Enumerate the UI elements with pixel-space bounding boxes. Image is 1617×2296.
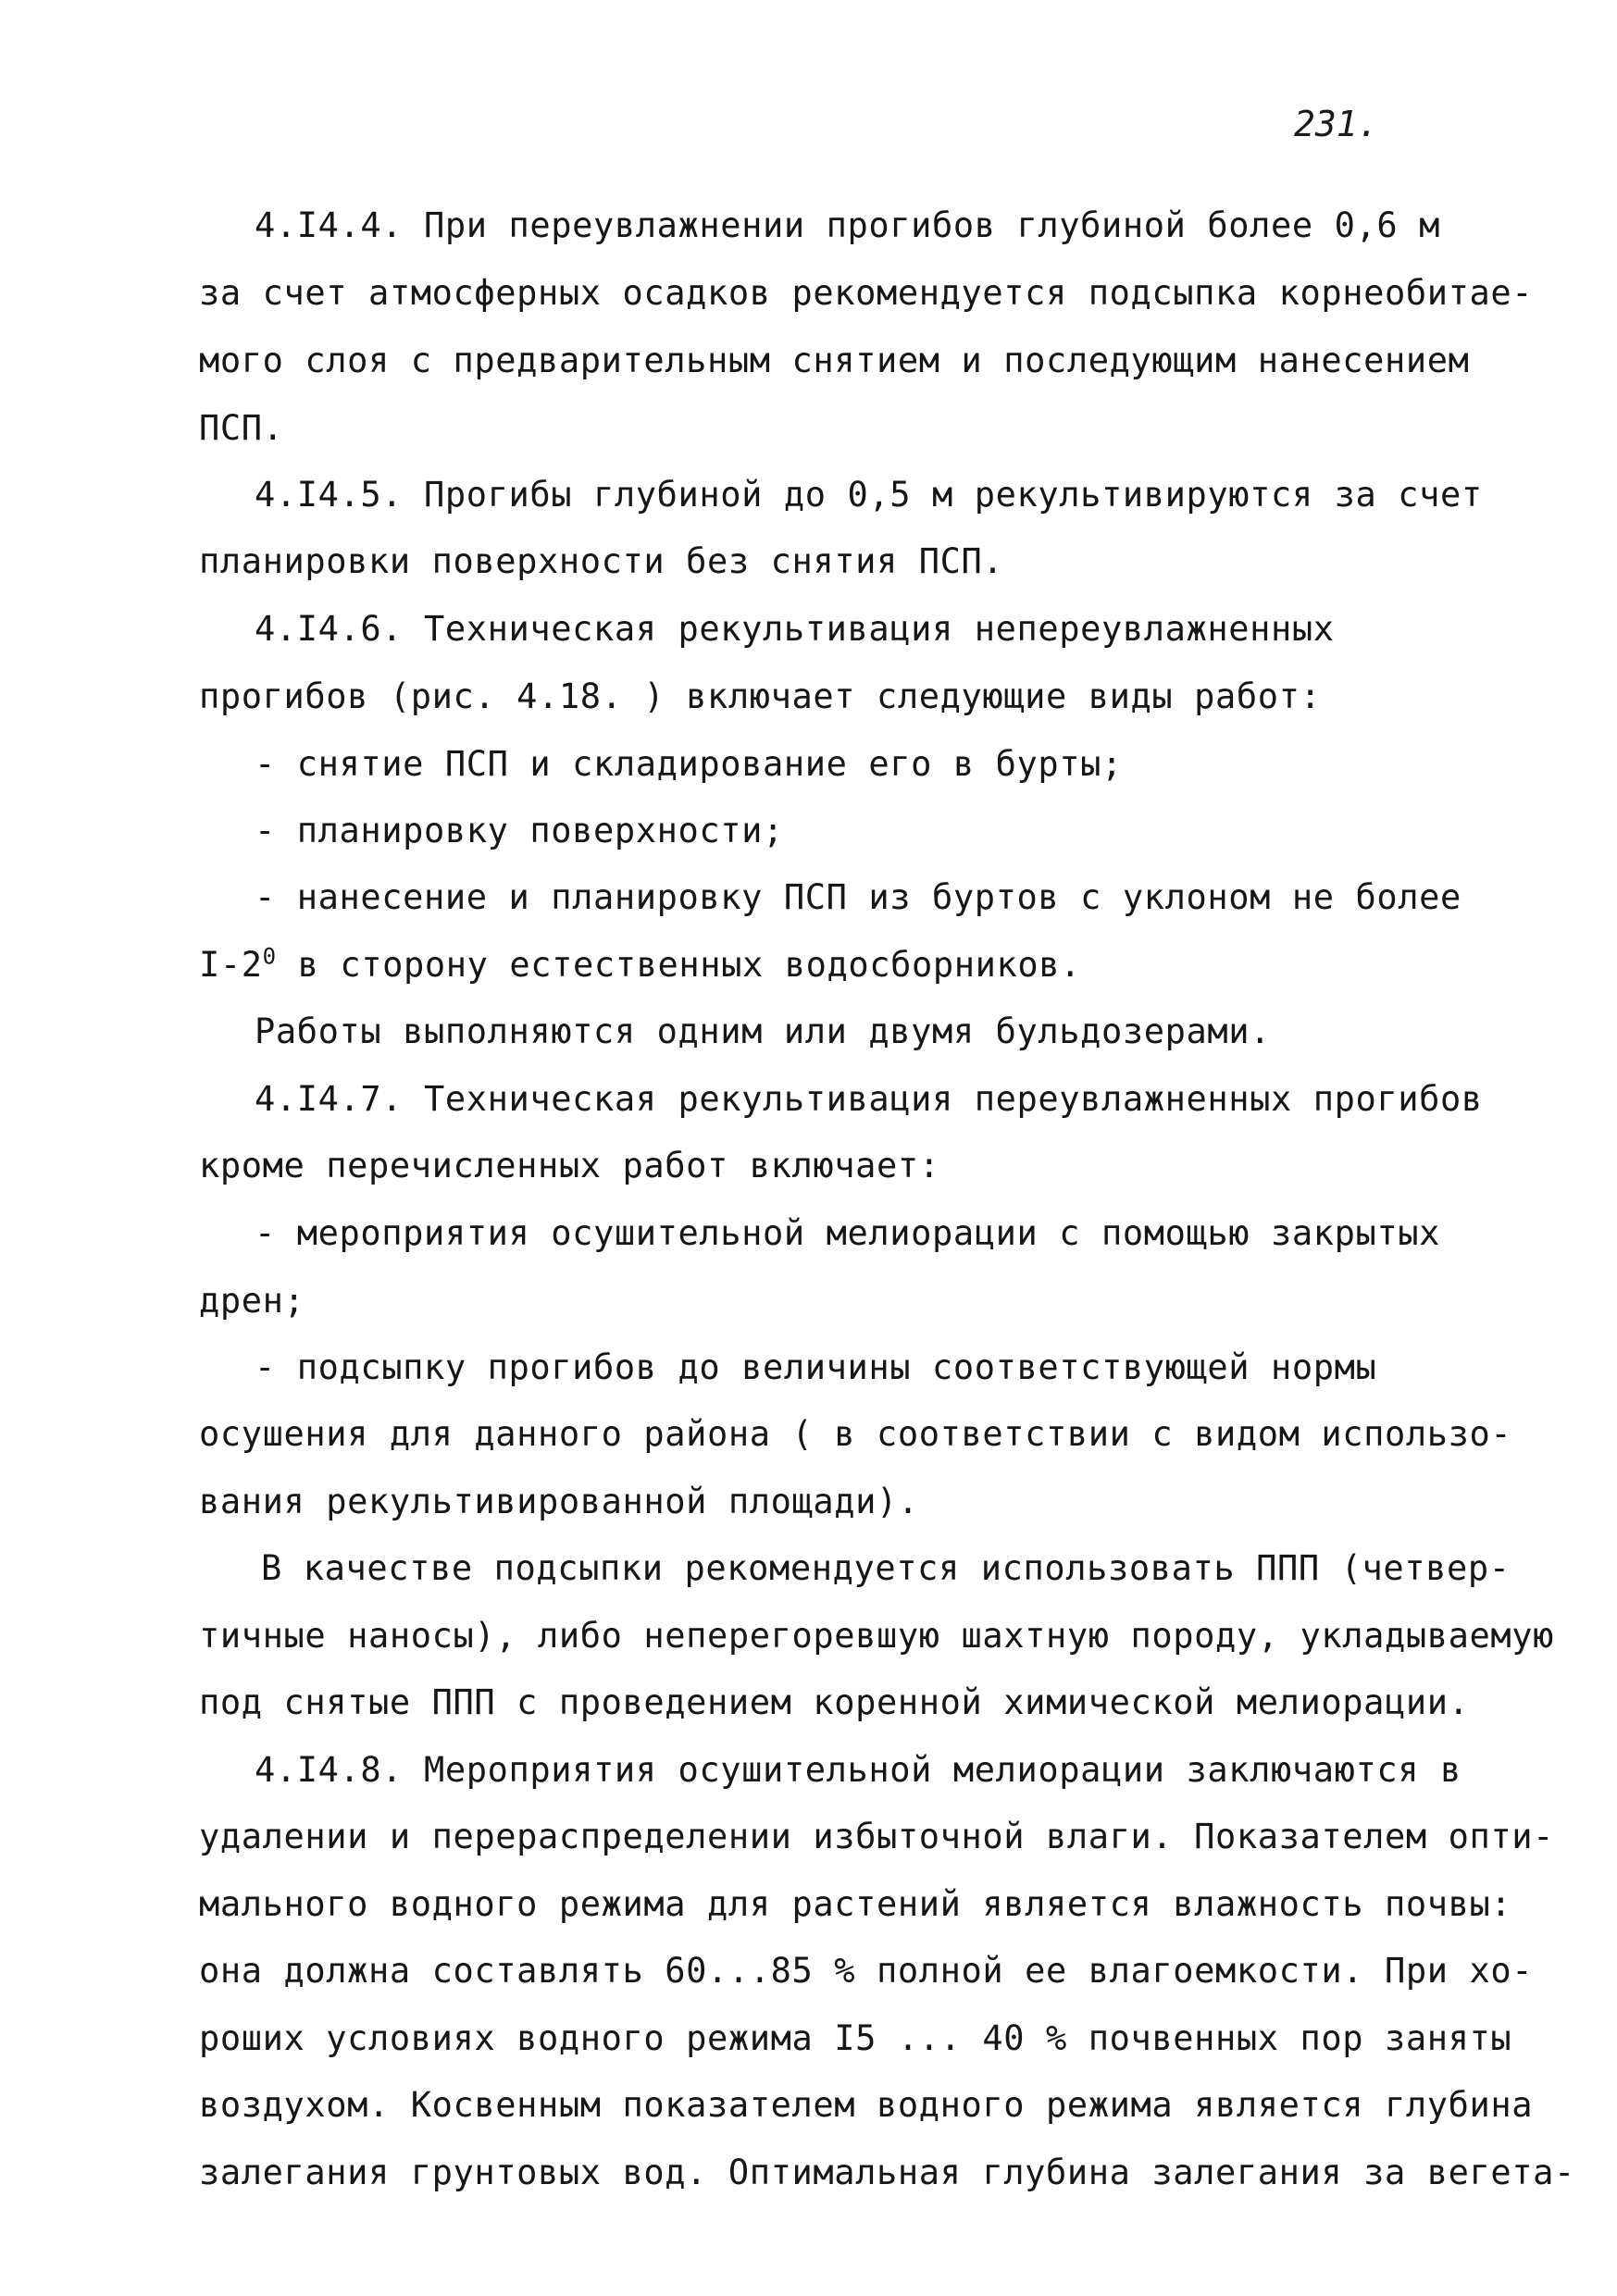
- text-line: - нанесение и планировку ПСП из буртов с уклоном не более: [255, 877, 1462, 917]
- text-line: 4.I4.8. Мероприятия осушительной мелиорации заключаются в: [255, 1750, 1462, 1790]
- text-line: удалении и перераспределении избыточной влаги. Показателем опти-: [199, 1817, 1555, 1856]
- degree-superscript: 0: [262, 943, 277, 970]
- text-line: 4.I4.7. Техническая рекультивация переувлажненных прогибов: [255, 1079, 1483, 1119]
- text-line: - мероприятия осушительной мелиорации с помощью закрытых: [255, 1213, 1441, 1253]
- text-line: осушения для данного района ( в соответствии с видом использо-: [199, 1414, 1512, 1454]
- text-line: воздухом. Косвенным показателем водного режима является глубина: [199, 2085, 1534, 2125]
- text-line: 4.I4.6. Техническая рекультивация непереувлажненных: [255, 609, 1335, 649]
- text-line: под снятые ППП с проведением коренной химической мелиорации.: [199, 1682, 1470, 1722]
- text-line: 4.I4.5. Прогибы глубиной до 0,5 м рекультивируются за счет: [255, 475, 1483, 515]
- text-line: роших условиях водного режима I5 ... 40 % почвенных пор заняты: [199, 2018, 1512, 2058]
- text-line: Работы выполняются одним или двумя бульдозерами.: [255, 1011, 1272, 1051]
- text-line: дрен;: [199, 1281, 305, 1321]
- text-line: тичные наносы), либо неперегоревшую шахтную породу, укладываемую: [199, 1616, 1555, 1656]
- degree-line-rest: в сторону естественных водосборников.: [276, 945, 1081, 985]
- text-line: В качестве подсыпки рекомендуется использовать ППП (четвер-: [261, 1548, 1511, 1588]
- text-line: кроме перечисленных работ включает:: [199, 1146, 940, 1185]
- text-line: мого слоя с предварительным снятием и последующим нанесением: [199, 341, 1470, 380]
- text-line: [199, 945, 1081, 986]
- text-line: мального водного режима для растений является влажность почвы:: [199, 1884, 1512, 1924]
- text-line: за счет атмосферных осадков рекомендуется подсыпка корнеобитае-: [199, 273, 1534, 313]
- text-line: прогибов (рис. 4.18. ) включает следующие виды работ:: [199, 676, 1322, 716]
- text-line: залегания грунтовых вод. Оптимальная глубина залегания за вегета-: [199, 2153, 1575, 2192]
- text-line: ПСП.: [199, 408, 284, 448]
- degree-range: I-2: [199, 945, 263, 985]
- text-line: - подсыпку прогибов до величины соответствующей нормы: [255, 1347, 1377, 1387]
- text-line: вания рекультивированной площади).: [199, 1482, 919, 1521]
- page-number: 231.: [1294, 104, 1379, 144]
- text-line: она должна составлять 60...85 % полной ее влагоемкости. При хо-: [199, 1951, 1534, 1991]
- text-line: планировки поверхности без снятия ПСП.: [199, 541, 1004, 581]
- text-line: - планировку поверхности;: [255, 811, 784, 850]
- text-line: - снятие ПСП и складирование его в бурты;: [255, 744, 1123, 784]
- text-line: 4.I4.4. При переувлажнении прогибов глубиной более 0,6 м: [255, 205, 1441, 245]
